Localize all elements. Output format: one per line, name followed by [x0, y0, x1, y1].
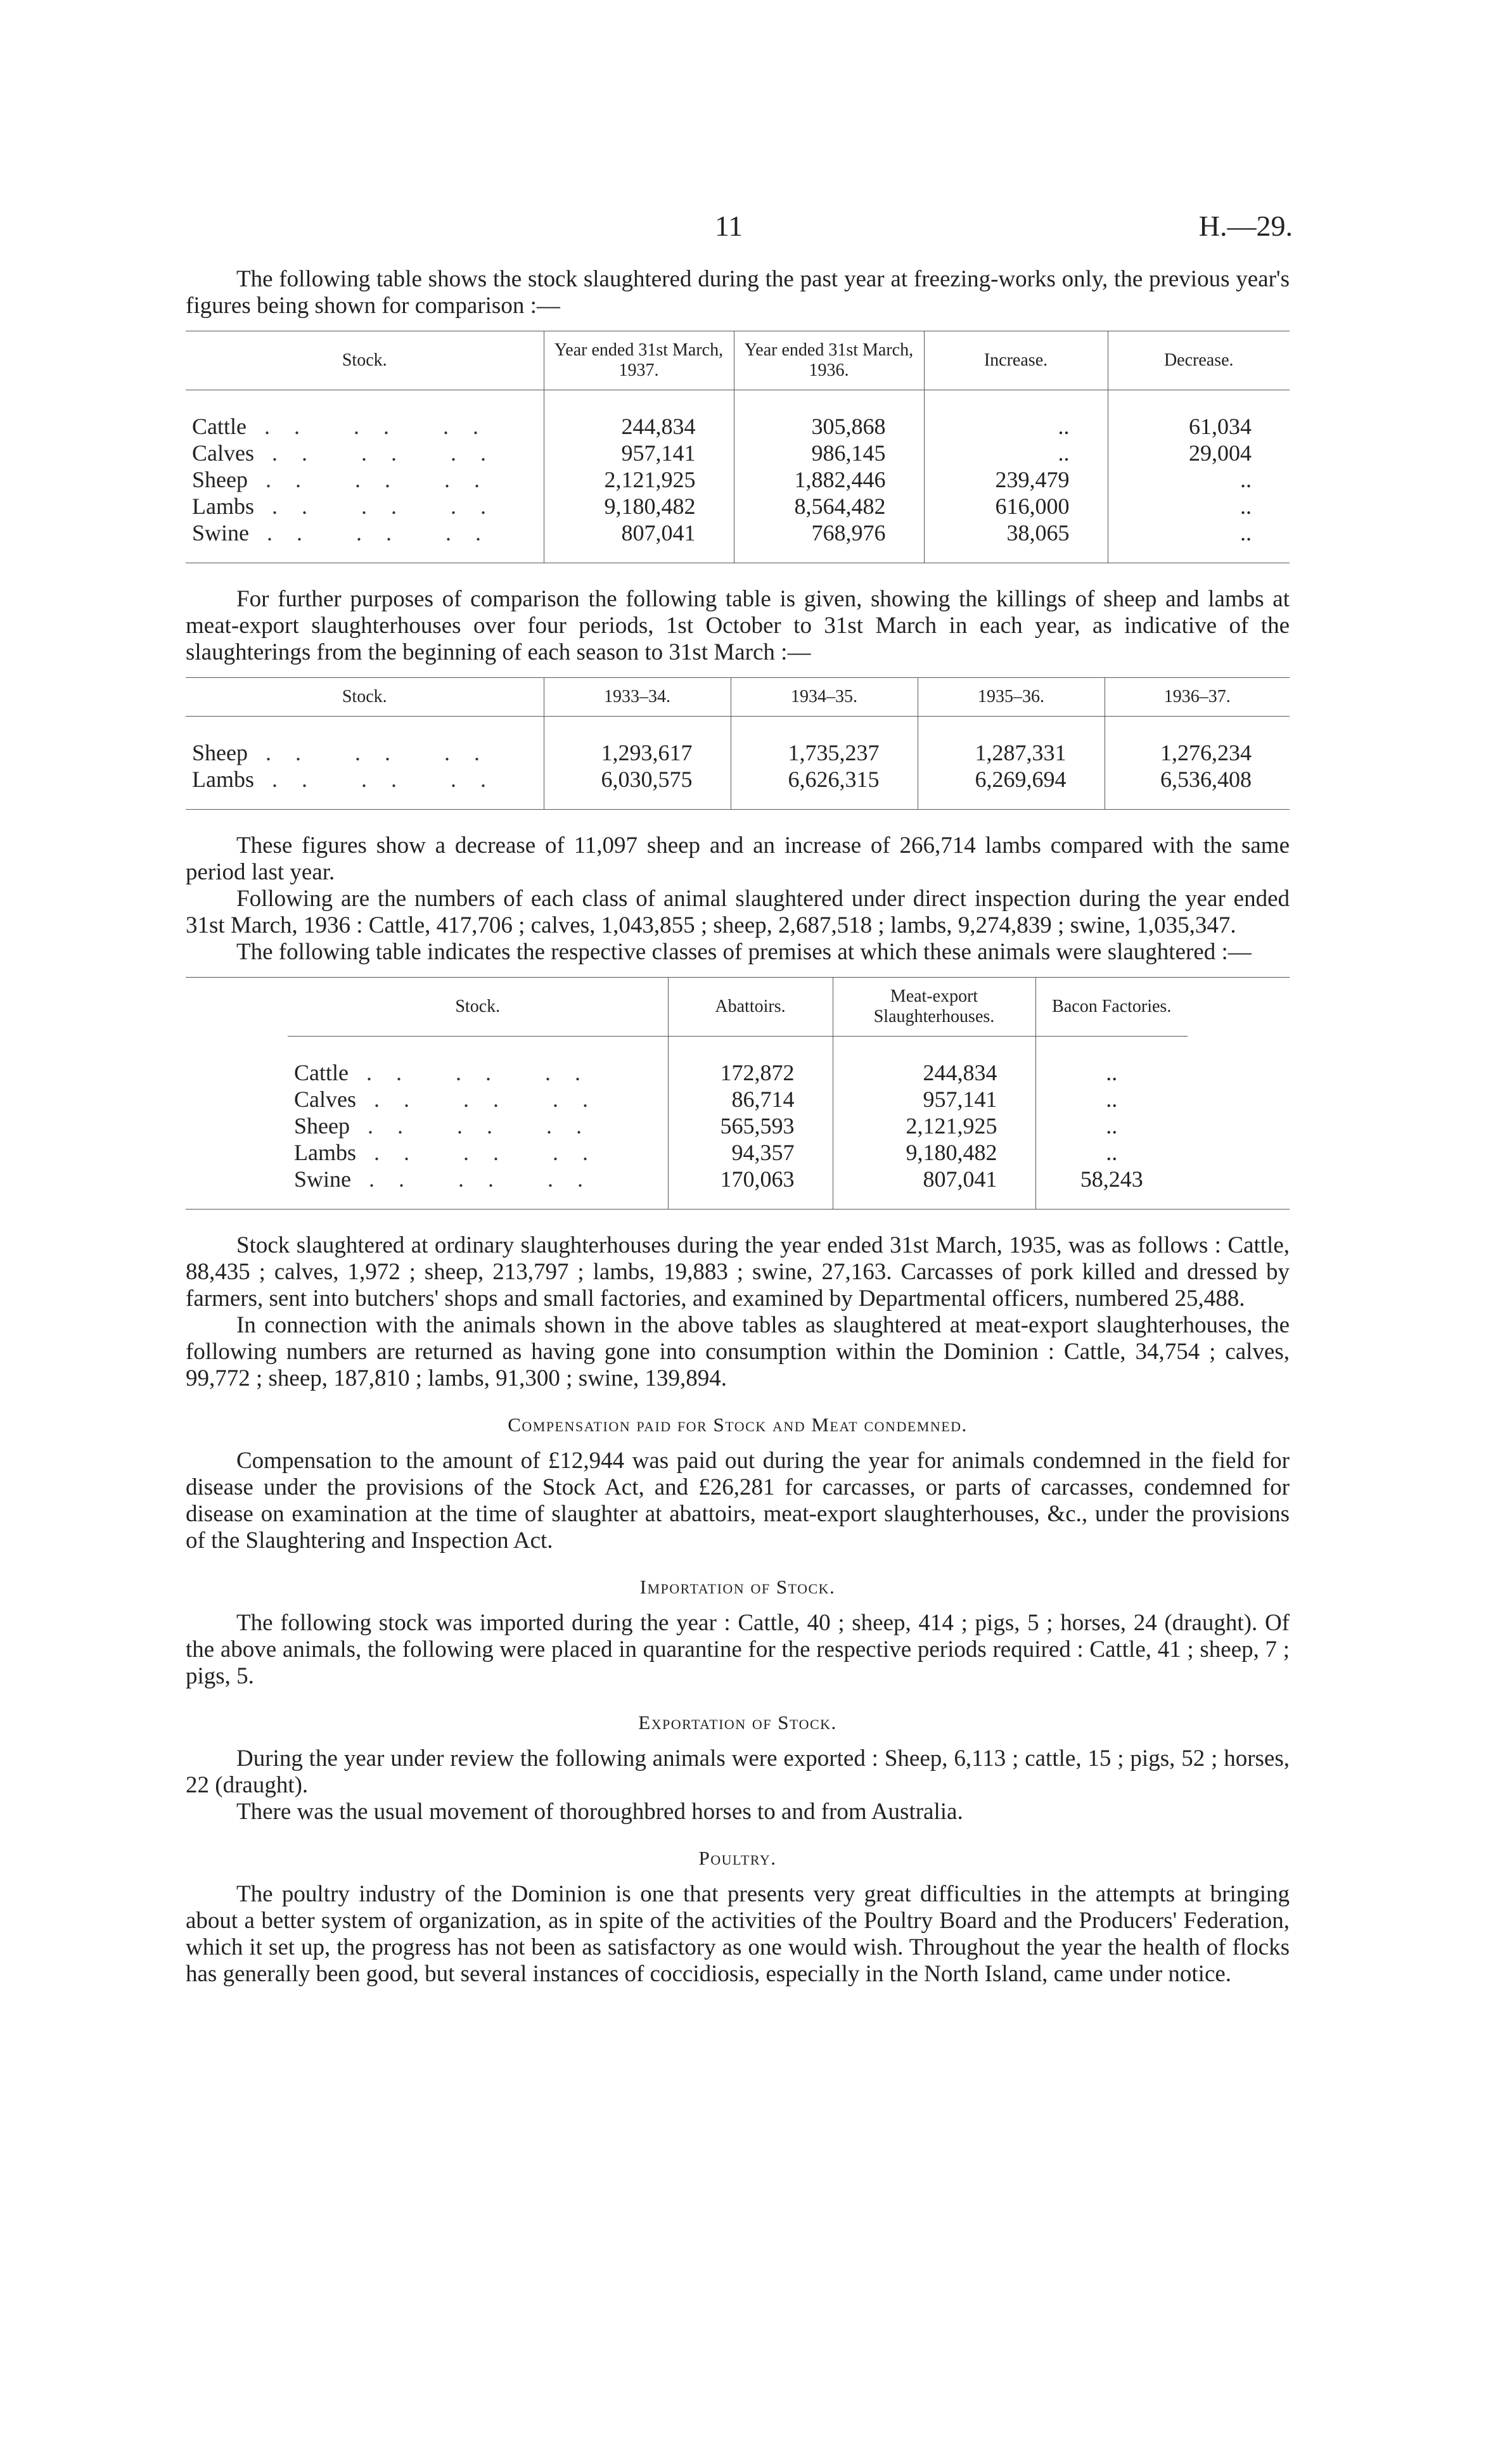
col-header-abattoirs: Abattoirs.	[668, 978, 833, 1037]
stock-label: Cattle	[192, 414, 247, 439]
value-bacon: ..	[1035, 1139, 1188, 1166]
stock-label: Swine	[294, 1166, 351, 1192]
value-1936: 986,145	[734, 440, 924, 466]
section-heading-compensation: Compensation paid for Stock and Meat condemned.	[508, 1414, 968, 1436]
value-decrease: 61,034	[1108, 390, 1290, 440]
para-ordinary-slaughterhouses: Stock slaughtered at ordinary slaughterhouses during the year ended 31st March, 1935, was as follows : Cattle, 88,435 ; calves, 1,972 ; sheep, 213,797 ; lambs, 19,883 ; swine, 27,163. Carcasses of pork killed and dressed by farmers, sent into butchers' shops and small factories, and examined by Departmental officers, numbered 25,488.	[186, 1232, 1290, 1312]
col-header-decrease: Decrease.	[1108, 331, 1290, 390]
table-row: Sheep .. .. .. 2,121,925 1,882,446 239,479 ..	[186, 466, 1290, 493]
table-row: Sheep .. .. .. 1,293,617 1,735,237 1,287,331 1,276,234	[186, 717, 1290, 767]
stock-label: Sheep	[192, 467, 248, 492]
table-row: Cattle .. .. .. 172,872 244,834 ..	[288, 1037, 1188, 1087]
col-header-1933-34: 1933–34.	[544, 678, 731, 717]
table-row: Lambs .. .. .. 94,357 9,180,482 ..	[288, 1139, 1188, 1166]
value-1937: 957,141	[544, 440, 734, 466]
value-meat-export: 2,121,925	[833, 1113, 1035, 1139]
table-row: Lambs .. .. .. 6,030,575 6,626,315 6,269,694 6,536,408	[186, 766, 1290, 809]
premises-table	[186, 977, 1290, 1210]
value-1934-35: 1,735,237	[731, 717, 918, 767]
col-header-1936: Year ended 31st March, 1936.	[734, 331, 924, 390]
para-compensation: Compensation to the amount of £12,944 was paid out during the year for animals condemned in the field for disease under the provisions of the Stock Act, and £26,281 for carcasses, or parts of carcasses, condemned for disease on examination at the time of slaughter at abattoirs, meat-export slaughterhouses, &c., under the provisions of the Slaughtering and Inspection Act.	[186, 1448, 1290, 1554]
value-abattoirs: 170,063	[668, 1166, 833, 1209]
para-importation: The following stock was imported during the year : Cattle, 40 ; sheep, 414 ; pigs, 5 ; horses, 24 (draught). Of the above animals, the following were placed in quarantine for the respective periods required : Cattle, 41 ; sheep, 7 ; pigs, 5.	[186, 1610, 1290, 1689]
value-1937: 9,180,482	[544, 493, 734, 520]
col-header-stock: Stock.	[288, 978, 668, 1037]
table-row: Calves .. .. .. 86,714 957,141 ..	[288, 1086, 1188, 1113]
para-consumption: In connection with the animals shown in the above tables as slaughtered at meat-export slaughterhouses, the following numbers are returned as having gone into consumption within the Dominion : Cattle, 34,754 ; calves, 99,772 ; sheep, 187,810 ; lambs, 91,300 ; swine, 139,894.	[186, 1312, 1290, 1391]
col-header-1935-36: 1935–36.	[918, 678, 1105, 717]
freezing-works-table	[186, 331, 1290, 563]
stock-label: Cattle	[294, 1060, 349, 1085]
value-1937: 2,121,925	[544, 466, 734, 493]
para-exportation: During the year under review the following animals were exported : Sheep, 6,113 ; cattle, 15 ; pigs, 52 ; horses, 22 (draught).	[186, 1746, 1290, 1798]
value-abattoirs: 172,872	[668, 1037, 833, 1087]
value-bacon: 58,243	[1035, 1166, 1188, 1209]
value-1934-35: 6,626,315	[731, 766, 918, 809]
intro-comparison: For further purposes of comparison the following table is given, showing the killings of sheep and lambs at meat-export slaughterhouses over four periods, 1st October to 31st March in each year, as indicative of the slaughterings from the beginning of each season to 31st March :—	[186, 586, 1290, 665]
stock-label: Lambs	[192, 767, 254, 792]
col-header-1936-37: 1936–37.	[1105, 678, 1290, 717]
value-1937: 807,041	[544, 520, 734, 563]
stock-label: Lambs	[192, 494, 254, 519]
stock-label: Lambs	[294, 1140, 356, 1165]
table-row: Lambs .. .. .. 9,180,482 8,564,482 616,000 ..	[186, 493, 1290, 520]
col-header-1934-35: 1934–35.	[731, 678, 918, 717]
value-1937: 244,834	[544, 390, 734, 440]
intro-freezing-works: The following table shows the stock slaughtered during the past year at freezing-works only, the previous year's figures being shown for comparison :—	[186, 266, 1290, 319]
section-heading-poultry: Poultry.	[698, 1847, 777, 1869]
seasonal-killings-table	[186, 677, 1290, 810]
stock-label: Swine	[192, 520, 249, 546]
page-body	[186, 266, 1290, 1988]
table-row: Cattle .. .. .. 244,834 305,868 .. 61,034	[186, 390, 1290, 440]
value-meat-export: 9,180,482	[833, 1139, 1035, 1166]
value-abattoirs: 565,593	[668, 1113, 833, 1139]
col-header-meat-export: Meat-export Slaughterhouses.	[833, 978, 1035, 1037]
value-1936: 768,976	[734, 520, 924, 563]
value-increase: ..	[924, 440, 1108, 466]
value-increase: 616,000	[924, 493, 1108, 520]
value-meat-export: 244,834	[833, 1037, 1035, 1087]
stock-label: Sheep	[192, 740, 248, 765]
value-1936: 1,882,446	[734, 466, 924, 493]
value-decrease: ..	[1108, 493, 1290, 520]
stock-label: Calves	[294, 1087, 356, 1112]
document-reference: H.—29.	[1198, 210, 1293, 242]
page-number: 11	[715, 210, 743, 242]
stock-label: Calves	[192, 440, 254, 466]
value-decrease: 29,004	[1108, 440, 1290, 466]
value-1933-34: 6,030,575	[544, 766, 731, 809]
col-header-stock: Stock.	[186, 678, 544, 717]
value-decrease: ..	[1108, 466, 1290, 493]
value-bacon: ..	[1035, 1113, 1188, 1139]
para-poultry: The poultry industry of the Dominion is one that presents very great difficulties in the attempts at bringing about a better system of organization, as in spite of the activities of the Poultry Board and the Producers' Federation, which it set up, the progress has not been as satisfactory as one would wish. Throughout the year the health of flocks has generally been good, but several instances of coccidiosis, especially in the North Island, came under notice.	[186, 1881, 1290, 1987]
value-1936-37: 6,536,408	[1105, 766, 1290, 809]
col-header-1937: Year ended 31st March, 1937.	[544, 331, 734, 390]
col-header-stock: Stock.	[186, 331, 544, 390]
value-bacon: ..	[1035, 1037, 1188, 1087]
section-heading-exportation: Exportation of Stock.	[638, 1711, 837, 1733]
value-increase: 38,065	[924, 520, 1108, 563]
page-header	[0, 209, 1493, 247]
value-abattoirs: 86,714	[668, 1086, 833, 1113]
para-thoroughbred: There was the usual movement of thoroughbred horses to and from Australia.	[236, 1799, 963, 1825]
para-direct-inspection: Following are the numbers of each class of animal slaughtered under direct inspection during the year ended 31st March, 1936 : Cattle, 417,706 ; calves, 1,043,855 ; sheep, 2,687,518 ; lambs, 9,274,839 ; swine, 1,035,347.	[186, 886, 1290, 938]
col-header-bacon-factories: Bacon Factories.	[1035, 978, 1188, 1037]
value-increase: 239,479	[924, 466, 1108, 493]
table-row: Swine .. .. .. 170,063 807,041 58,243	[288, 1166, 1188, 1209]
value-1936: 305,868	[734, 390, 924, 440]
table-row: Calves .. .. .. 957,141 986,145 .. 29,004	[186, 440, 1290, 466]
table-row: Sheep .. .. .. 565,593 2,121,925 ..	[288, 1113, 1188, 1139]
value-1936-37: 1,276,234	[1105, 717, 1290, 767]
col-header-increase: Increase.	[924, 331, 1108, 390]
value-1933-34: 1,293,617	[544, 717, 731, 767]
value-abattoirs: 94,357	[668, 1139, 833, 1166]
value-meat-export: 957,141	[833, 1086, 1035, 1113]
value-bacon: ..	[1035, 1086, 1188, 1113]
para-premises: The following table indicates the respective classes of premises at which these animals were slaughtered :—	[236, 939, 1252, 965]
value-decrease: ..	[1108, 520, 1290, 563]
stock-label: Sheep	[294, 1113, 350, 1139]
table-row: Swine .. .. .. 807,041 768,976 38,065 ..	[186, 520, 1290, 563]
value-meat-export: 807,041	[833, 1166, 1035, 1209]
value-1935-36: 1,287,331	[918, 717, 1105, 767]
value-1935-36: 6,269,694	[918, 766, 1105, 809]
para-decrease: These figures show a decrease of 11,097 sheep and an increase of 266,714 lambs compared with the same period last year.	[186, 833, 1290, 885]
value-1936: 8,564,482	[734, 493, 924, 520]
section-heading-importation: Importation of Stock.	[639, 1576, 836, 1598]
value-increase: ..	[924, 390, 1108, 440]
